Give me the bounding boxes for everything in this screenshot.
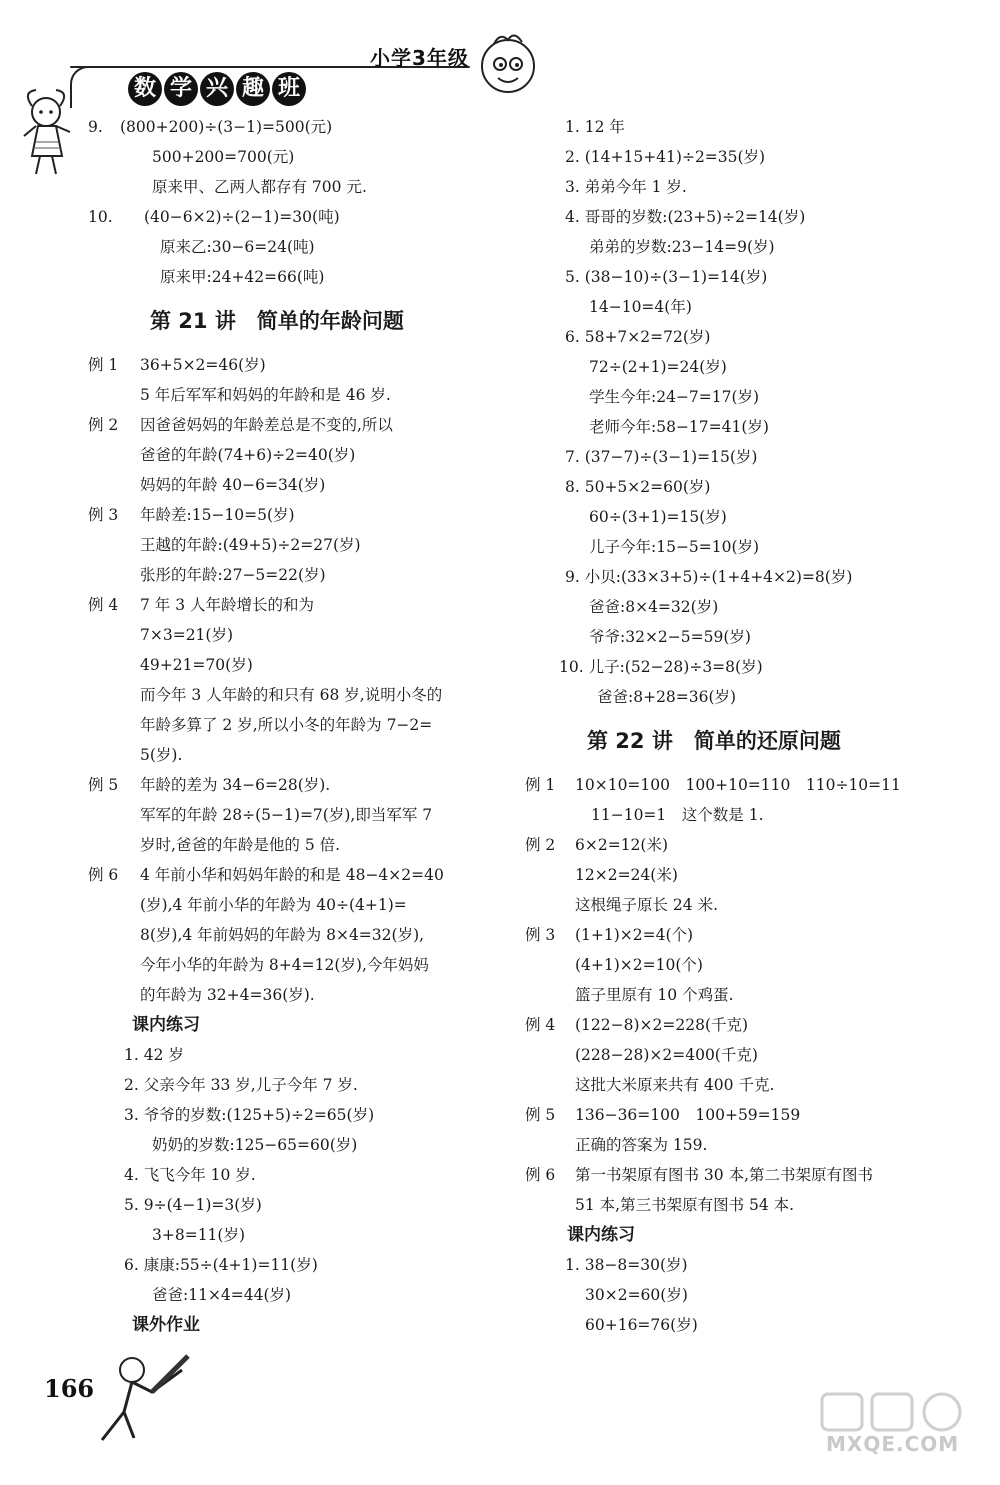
answer-text: 这批大米原来共有 400 千克. [575,1076,775,1094]
answer-line [88,920,498,950]
answer-line [88,1160,498,1190]
answer-line [88,650,498,680]
answer-line [525,1280,975,1310]
answer-line [525,592,975,622]
answer-line [88,740,498,770]
answer-line [88,470,498,500]
example-label: 9. [88,118,103,136]
answer-line [525,172,975,202]
answer-line [88,860,498,890]
answer-text: 岁时,爸爸的年龄是他的 5 倍. [140,836,341,854]
answer-line [525,232,975,262]
answer-line [88,590,498,620]
answer-text: 爷爷:32×2−5=59(岁) [589,628,751,646]
answer-line [525,502,975,532]
answer-line [525,950,975,980]
answer-text: 14−10=4(年) [589,298,692,316]
answer-line [88,112,498,142]
brand-char: 趣 [236,72,270,106]
answer-text: 2. 父亲今年 33 岁,儿子今年 7 岁. [124,1076,358,1094]
answer-line [525,412,975,442]
answer-text: 60+16=76(岁) [585,1316,698,1334]
answer-text: 500+200=700(元) [152,148,295,166]
boy-illustration-icon [92,1340,202,1460]
answer-text: 3. 弟弟今年 1 岁. [565,178,687,196]
example-label: 例 5 [88,776,119,794]
answer-text: 年龄差:15−10=5(岁) [140,506,295,524]
answer-text: 49+21=70(岁) [140,656,253,674]
answer-line [88,1250,498,1280]
right-column [525,112,975,1340]
answer-line [88,950,498,980]
answer-text: 奶奶的岁数:125−65=60(岁) [152,1136,358,1154]
answer-text: 60÷(3+1)=15(岁) [589,508,727,526]
answer-line [88,1280,498,1310]
answer-line [88,560,498,590]
answer-line [525,472,975,502]
answer-text: (800+200)÷(3−1)=500(元) [120,118,333,136]
answer-line [525,890,975,920]
answer-line [88,1070,498,1100]
answer-text: 原来甲:24+42=66(吨) [160,268,325,286]
answer-line [88,350,498,380]
answer-line [525,1070,975,1100]
subsection-title: 课外作业 [132,1315,200,1335]
answer-line [88,380,498,410]
answer-text: 8(岁),4 年前妈妈的年龄为 8×4=32(岁), [140,926,425,944]
answer-line [88,410,498,440]
mascot-face-icon [474,28,544,98]
answer-line [525,652,975,682]
brand-char: 数 [128,72,162,106]
answer-text: 第一书架原有图书 30 本,第二书架原有图书 [575,1166,874,1184]
answer-line [88,800,498,830]
example-label: 例 4 [525,1016,556,1034]
answer-text: (岁),4 年前小华的年龄为 40÷(4+1)= [140,896,407,914]
answer-line [88,830,498,860]
answer-line [88,710,498,740]
answer-text: 7×3=21(岁) [140,626,234,644]
answer-text: 30×2=60(岁) [585,1286,688,1304]
answer-text: 4. 飞飞今年 10 岁. [124,1166,256,1184]
answer-line [88,980,498,1010]
answer-text: 12×2=24(米) [575,866,678,884]
answer-line [88,1190,498,1220]
example-label: 例 2 [88,416,119,434]
answer-line [88,770,498,800]
answer-line [88,680,498,710]
answer-text: 5. 9÷(4−1)=3(岁) [124,1196,262,1214]
answer-text: 5(岁). [140,746,183,764]
example-label: 例 1 [525,776,556,794]
answer-text: 因爸爸妈妈的年龄差总是不变的,所以 [140,416,393,434]
answer-line [525,920,975,950]
answer-text: 2. (14+15+41)÷2=35(岁) [565,148,766,166]
example-label: 例 6 [525,1166,556,1184]
section-title: 第 21 讲 简单的年龄问题 [150,309,404,333]
answer-line [525,292,975,322]
answer-text: 1. 38−8=30(岁) [565,1256,688,1274]
answer-text: 8. 50+5×2=60(岁) [565,478,711,496]
answer-line [525,442,975,472]
answer-text: (4+1)×2=10(个) [575,956,703,974]
answer-line [525,352,975,382]
brand-title [128,72,306,106]
answer-text: 6. 康康:55÷(4+1)=11(岁) [124,1256,318,1274]
answer-text: 10×10=100 100+10=110 110÷10=11 [575,776,901,794]
section-title: 第 22 讲 简单的还原问题 [587,729,841,753]
answer-text: 5 年后军军和妈妈的年龄和是 46 岁. [140,386,391,404]
answer-text: 军军的年龄 28÷(5−1)=7(岁),即当军军 7 [140,806,433,824]
answer-text: 王越的年龄:(49+5)÷2=27(岁) [140,536,361,554]
answer-line [88,232,498,262]
answer-text: 年龄的差为 34−6=28(岁). [140,776,331,794]
example-label: 例 3 [525,926,556,944]
answer-text: 6. 58+7×2=72(岁) [565,328,711,346]
answer-text: 而今年 3 人年龄的和只有 68 岁,说明小冬的 [140,686,443,704]
answer-text: 爸爸:11×4=44(岁) [152,1286,292,1304]
answer-line [525,1160,975,1190]
answer-text: 这根绳子原长 24 米. [575,896,719,914]
answer-line [525,830,975,860]
answer-text: 6×2=12(米) [575,836,669,854]
subsection-title: 课内练习 [132,1015,200,1035]
answer-line [525,562,975,592]
answer-line [88,1220,498,1250]
answer-text: 爸爸:8×4=32(岁) [589,598,719,616]
answer-line [525,1040,975,1070]
answer-line [88,500,498,530]
answer-text: 136−36=100 100+59=159 [575,1106,801,1124]
answer-text: 篮子里原有 10 个鸡蛋. [575,986,734,1004]
brand-char: 学 [164,72,198,106]
answer-line [525,262,975,292]
answer-text: 原来甲、乙两人都存有 700 元. [152,178,367,196]
answer-line [525,1100,975,1130]
answer-line [525,1310,975,1340]
answer-line [525,800,975,830]
answer-text: 1. 42 岁 [124,1046,184,1064]
answer-text: 弟弟的岁数:23−14=9(岁) [589,238,775,256]
answer-line [88,142,498,172]
answer-text: 36+5×2=46(岁) [140,356,266,374]
answer-text: 正确的答案为 159. [575,1136,708,1154]
answer-line [525,860,975,890]
answer-line [88,202,498,232]
answer-text: 3. 爷爷的岁数:(125+5)÷2=65(岁) [124,1106,375,1124]
answer-text: 爸爸的年龄(74+6)÷2=40(岁) [140,446,356,464]
page-number: 166 [44,1374,95,1403]
answer-text: 儿子今年:15−5=10(岁) [589,538,760,556]
answer-line [525,980,975,1010]
answer-line [525,622,975,652]
answer-text: 的年龄为 32+4=36(岁). [140,986,315,1004]
answer-text: 3+8=11(岁) [152,1226,246,1244]
example-label: 例 4 [88,596,119,614]
left-column [88,112,498,1340]
answer-text: 51 本,第三书架原有图书 54 本. [575,1196,795,1214]
answer-text: (1+1)×2=4(个) [575,926,694,944]
answer-line [525,1190,975,1220]
brand-char: 班 [272,72,306,106]
answer-text: 学生今年:24−7=17(岁) [589,388,760,406]
answer-text: 4 年前小华和妈妈年龄的和是 48−4×2=40 [140,866,444,884]
answer-text: (122−8)×2=228(千克) [575,1016,749,1034]
subsection-title: 课内练习 [567,1225,635,1245]
example-label: 例 6 [88,866,119,884]
answer-line [525,142,975,172]
watermark-logo-icon [820,1390,970,1434]
answer-line [525,1250,975,1280]
grade-label: 小学3年级 [370,46,469,70]
example-label: 例 3 [88,506,119,524]
answer-text: 4. 哥哥的岁数:(23+5)÷2=14(岁) [565,208,806,226]
answer-line [525,1130,975,1160]
answer-line [88,262,498,292]
answer-line [525,532,975,562]
answer-text: 11−10=1 这个数是 1. [591,806,764,824]
answer-line [88,1100,498,1130]
example-label: 例 1 [88,356,119,374]
answer-line [525,112,975,142]
answer-text: 年龄多算了 2 岁,所以小冬的年龄为 7−2= [140,716,433,734]
answer-text: 72÷(2+1)=24(岁) [589,358,727,376]
answer-text: 1. 12 年 [565,118,625,136]
answer-text: 爸爸:8+28=36(岁) [597,688,737,706]
answer-text: 5. (38−10)÷(3−1)=14(岁) [565,268,768,286]
example-label: 10. [88,208,113,226]
answer-line [525,382,975,412]
answer-line [88,1130,498,1160]
answer-line [525,1010,975,1040]
answer-line [525,770,975,800]
answer-line [88,530,498,560]
answer-text: 今年小华的年龄为 8+4=12(岁),今年妈妈 [140,956,429,974]
answer-line [525,322,975,352]
answer-text: 原来乙:30−6=24(吨) [160,238,315,256]
example-label: 例 2 [525,836,556,854]
watermark-text: MXQE.COM [826,1432,960,1456]
answer-text: 7. (37−7)÷(3−1)=15(岁) [565,448,758,466]
answer-line [88,440,498,470]
answer-text: (40−6×2)÷(2−1)=30(吨) [144,208,340,226]
answer-line [88,1040,498,1070]
answer-text: 张彤的年龄:27−5=22(岁) [140,566,326,584]
answer-text: 妈妈的年龄 40−6=34(岁) [140,476,326,494]
answer-text: 10. 儿子:(52−28)÷3=8(岁) [559,658,763,676]
answer-line [88,620,498,650]
answer-line [525,202,975,232]
answer-line [88,890,498,920]
answer-text: 7 年 3 人年龄增长的和为 [140,596,315,614]
answer-text: (228−28)×2=400(千克) [575,1046,758,1064]
girl-illustration-icon [6,86,86,186]
answer-text: 老师今年:58−17=41(岁) [589,418,769,436]
answer-line [525,682,975,712]
brand-char: 兴 [200,72,234,106]
answer-text: 9. 小贝:(33×3+5)÷(1+4+4×2)=8(岁) [565,568,853,586]
answer-line [88,172,498,202]
example-label: 例 5 [525,1106,556,1124]
